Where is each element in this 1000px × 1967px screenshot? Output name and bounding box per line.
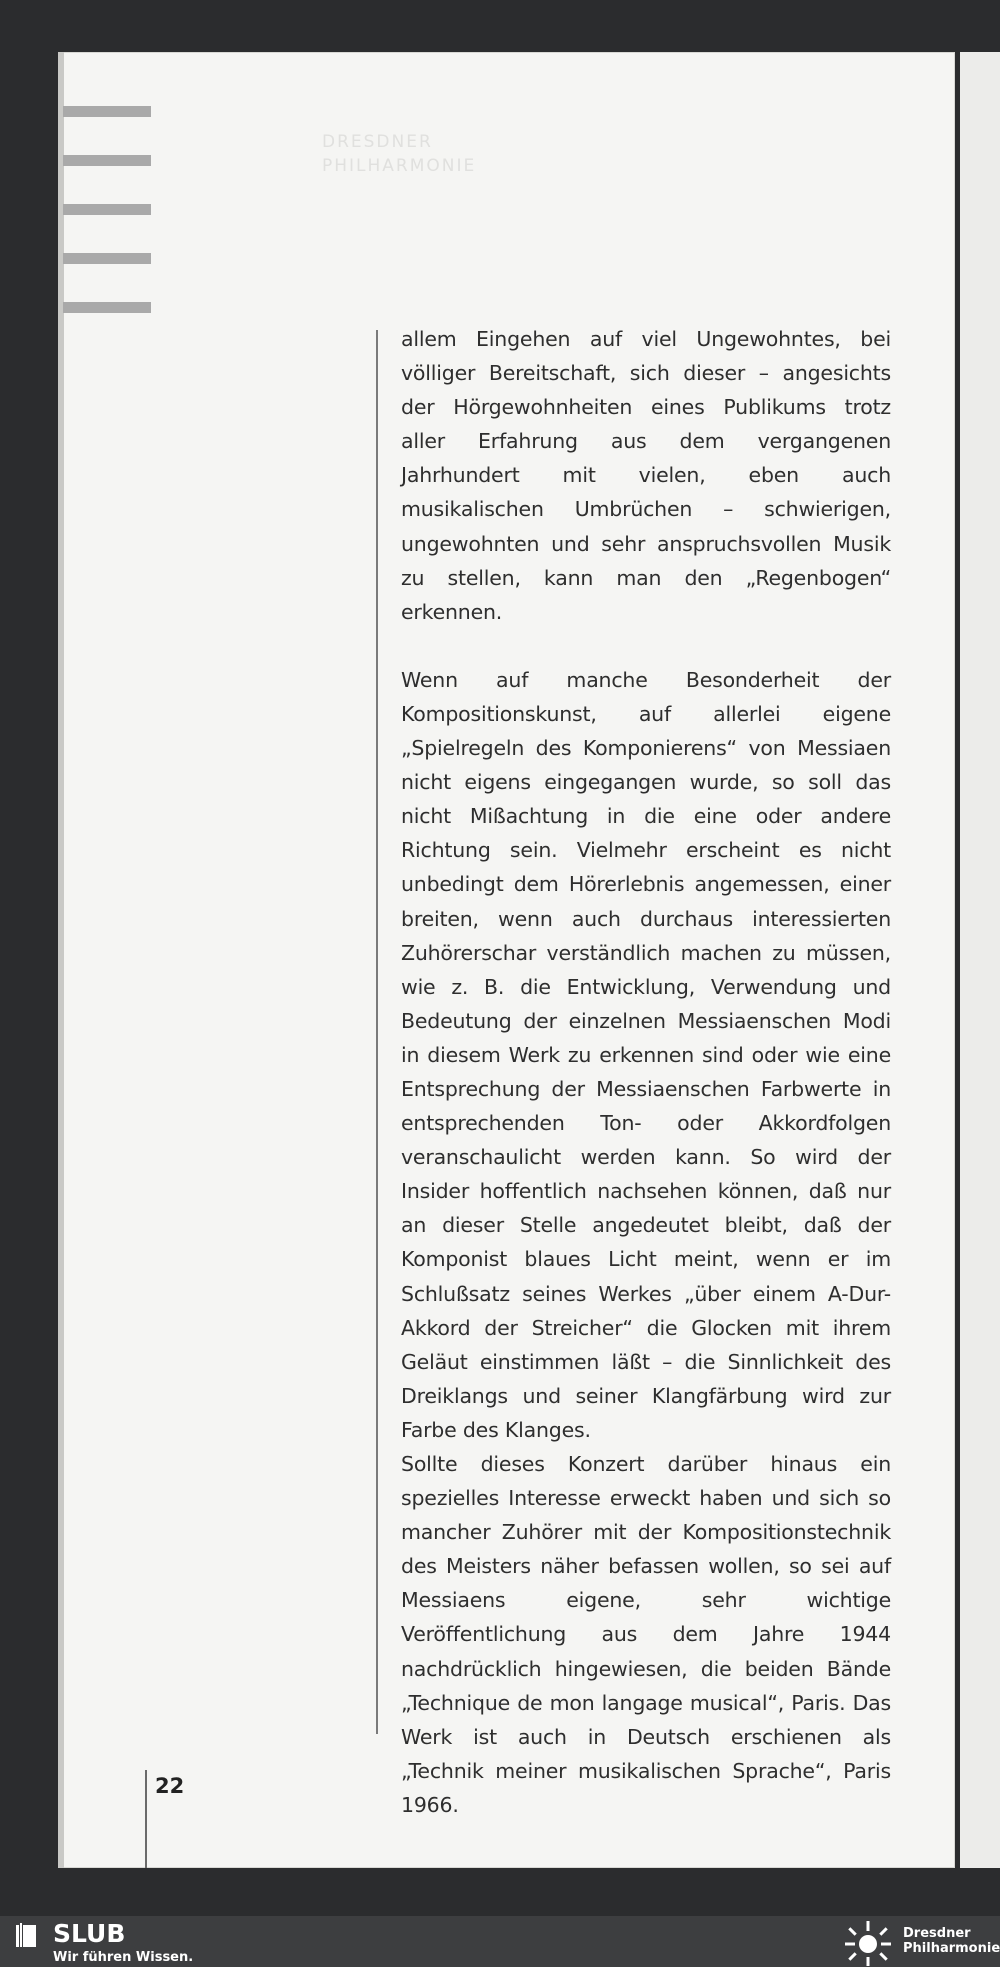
body-text xyxy=(401,322,891,1822)
margin-mark xyxy=(63,106,151,117)
sun-logo-icon[interactable] xyxy=(840,1918,896,1966)
partner-line-1: Dresdner xyxy=(903,1926,971,1941)
watermark-line-1: DRESDNER xyxy=(322,132,433,152)
book-icon xyxy=(15,1922,37,1948)
watermark-line-2: PHILHARMONIE xyxy=(322,156,477,176)
page-edge xyxy=(58,52,64,1868)
library-tagline: Wir führen Wissen. xyxy=(53,1950,194,1965)
paragraph-3: Sollte dieses Konzert darüber hinaus ein spezielles Interesse erweckt haben und sich so mancher Zuhörer mit der Kompositionstechnik des Meisters näher befassen wollen, so sei auf Messiaens eigene, sehr wichtige Veröffentlichung aus dem Jahre 1944 nachdrücklich hingewiesen, die beiden Bände „Technique de mon langage musical“, Paris. Das Werk ist auch in Deutsch erschienen als „Technik meiner musikalischen Sprache“, Paris 1966. xyxy=(401,1452,891,1817)
page-number: 22 xyxy=(155,1774,185,1798)
margin-mark xyxy=(63,204,151,215)
column-rule xyxy=(376,330,378,1734)
paragraph-1: allem Eingehen auf viel Ungewohntes, bei völliger Bereitschaft, sich dieser – angesichts der Hörgewohnheiten eines Publikums trotz aller Erfahrung aus dem vergangenen Jahrhundert mit vielen, eben auch musikalischen Umbrüchen – schwierigen, ungewohnten und sehr anspruchsvollen Musik zu stellen, kann man den „Regenbogen“ erkennen. xyxy=(401,327,891,624)
margin-mark xyxy=(63,253,151,264)
partner-line-2: Philharmonie xyxy=(903,1941,1000,1956)
library-name[interactable]: SLUB xyxy=(53,1919,126,1948)
paragraph-2: Wenn auf manche Besonderheit der Kompositionskunst, auf allerlei eigene „Spielregeln des Komponierens“ von Messiaen nicht eigens eingegangen wurde, so soll das nicht Mißachtung in die eine oder andere Richtung sein. Vielmehr erscheint es nicht unbedingt dem Hörerlebnis angemessen, einer breiten, wenn auch durchaus interessierten Zuhörerschar verständlich machen zu müssen, wie z. B. die Entwicklung, Verwendung und Bedeutung der einzelnen Messiaenschen Modi in diesem Werk zu erkennen sind oder wie eine Entsprechung der Messiaenschen Farbwerte in entsprechenden Ton- oder Akkordfolgen veranschaulicht werden kann. So wird der Insider hoffentlich nachsehen können, daß nur an dieser Stelle angedeutet bleibt, daß der Komponist blaues Licht meint, wenn er im Schlußsatz seines Werkes „über einem A-Dur-Akkord der Streicher“ die Glocken mit ihrem Geläut einstimmen läßt – die Sinnlichkeit des Dreiklangs und seiner Klangfärbung wird zur Farbe des Klanges. xyxy=(401,667,891,1442)
watermark xyxy=(322,130,476,178)
partner-name xyxy=(903,1926,1000,1956)
page-number-rule xyxy=(145,1770,147,1868)
margin-mark xyxy=(63,155,151,166)
margin-mark xyxy=(63,302,151,313)
next-page-edge xyxy=(960,52,1000,1868)
